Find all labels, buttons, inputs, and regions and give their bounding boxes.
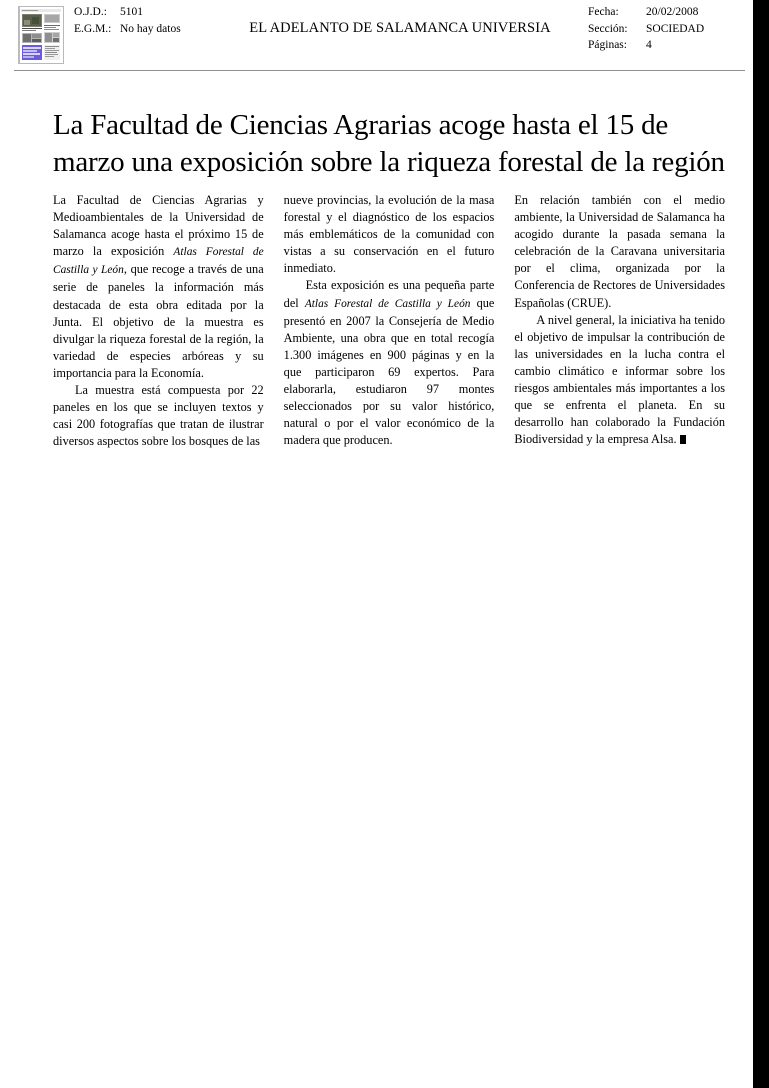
paragraph-text: Esta exposición es una pequeña parte del — [283, 278, 495, 310]
paragraph — [514, 192, 725, 312]
meta-value-fecha: 20/02/2008 — [646, 6, 699, 18]
paragraph-text: , que recoge a través de una serie de paneles la información más destacada de esta obra editada por la Junta. El objetivo de la muestra es divulgar la riqueza forestal de la región, la variedad de especies arbóreas y su importancia para la Economía. — [53, 262, 264, 380]
newspaper-page-thumbnail — [18, 6, 64, 64]
article-column-3 — [514, 192, 725, 450]
article-headline — [53, 107, 725, 181]
paragraph — [514, 312, 725, 449]
meta-row-ojd — [74, 4, 304, 21]
headline-line-2: marzo una exposición sobre la riqueza forestal de la región — [53, 146, 725, 179]
article-body — [53, 192, 725, 450]
header-divider — [14, 70, 745, 71]
meta-key-paginas: Páginas: — [588, 39, 627, 51]
paragraph-text: En relación también con el medio ambiente, la Universidad de Salamanca ha acogido durante la pasada semana la celebración de la Caravana universitaria por el clima, organizada por la Conferencia de Rectores de Universidades Españolas (CRUE). — [514, 193, 726, 310]
article-column-1 — [53, 192, 264, 450]
paragraph-text: La Facultad de Ciencias Agrarias y Medioambientales de la Universidad de Salamanca acoge hasta el próximo 15 de marzo la exposición — [53, 193, 264, 259]
paragraph — [284, 192, 495, 277]
work-title: Atlas Forestal de Castilla y León — [53, 246, 264, 277]
meta-value-egm: No hay datos — [120, 22, 181, 35]
clipping-meta-right — [588, 4, 753, 54]
page-edge-band — [753, 0, 769, 1088]
paragraph — [284, 277, 495, 449]
publication-name: EL ADELANTO DE SALAMANCA UNIVERSIA — [249, 20, 551, 36]
meta-value-ojd: 5101 — [120, 6, 143, 18]
paragraph-text: La muestra está compuesta por 22 paneles en los que se incluyen textos y casi 200 fotografías que tratan de ilustrar diversos aspectos sobre los bosques de las — [53, 383, 264, 449]
meta-row-seccion — [588, 21, 753, 38]
meta-value-seccion: SOCIEDAD — [646, 22, 705, 35]
meta-value-paginas: 4 — [646, 39, 652, 51]
meta-row-paginas — [588, 37, 753, 54]
paragraph — [53, 192, 264, 382]
meta-key-ojd: O.J.D.: — [74, 6, 107, 18]
meta-key-fecha: Fecha: — [588, 6, 619, 18]
meta-row-fecha — [588, 4, 753, 21]
article-column-2 — [284, 192, 495, 450]
clipping-header — [0, 0, 753, 72]
paragraph-text: que presentó en 2007 la Consejería de Medio Ambiente, una obra que en total recogía 1.300 imágenes en 900 páginas y en la que participaron 69 expertos. Para elaborarla, estudiaron 97 montes seleccionados por su valor histórico, natural o por el valor económico de la madera que producen. — [283, 295, 495, 448]
meta-key-seccion: Sección: — [588, 22, 628, 35]
end-of-article-marker — [680, 435, 686, 444]
paragraph-text: nueve provincias, la evolución de la masa forestal y el diagnóstico de los espacios más emblemáticos de la comunidad con vistas a su conservación en el futuro inmediato. — [283, 193, 495, 276]
paragraph — [53, 382, 264, 450]
paragraph-text: A nivel general, la iniciativa ha tenido el objetivo de impulsar la contribución de las universidades en la lucha contra el cambio climático e informar sobre los riesgos ambientales más importantes a los que se enfrenta el planeta. En su desarrollo han colaborado la Fundación Biodiversidad y la empresa Alsa. — [514, 312, 726, 447]
headline-line-1: La Facultad de Ciencias Agrarias acoge hasta el 15 de — [53, 109, 669, 142]
meta-key-egm: E.G.M.: — [74, 22, 112, 35]
thumbnail-image — [19, 7, 63, 63]
work-title: Atlas Forestal de Castilla y León — [304, 297, 471, 310]
